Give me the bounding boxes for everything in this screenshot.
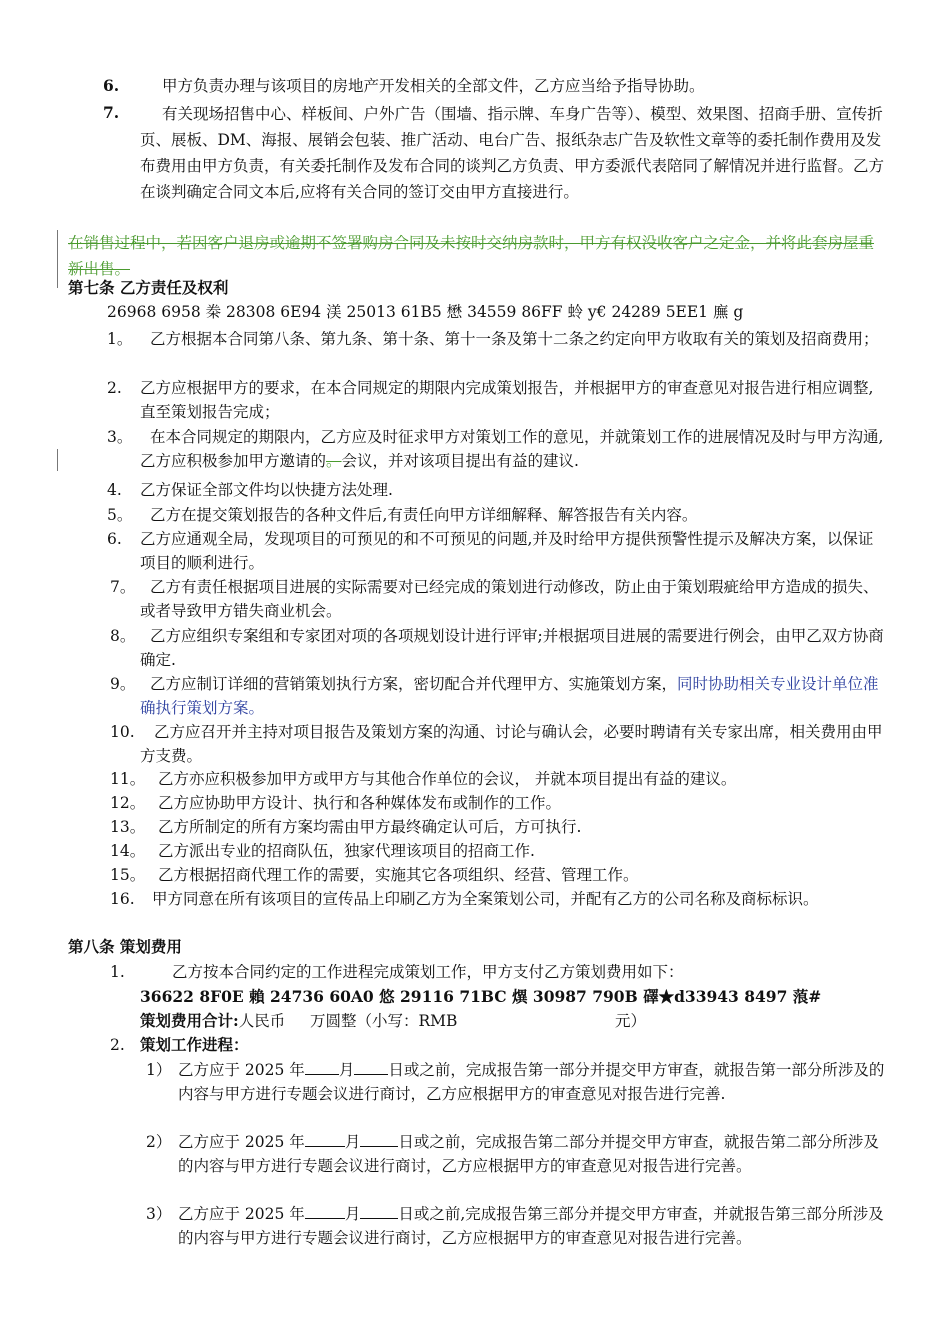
change-bar	[57, 449, 58, 471]
item-text: 乙方应通观全局，发现项目的可预见的和不可预见的问题,并及时给甲方提供预警性提示及解决方案，以保证项目的顺利进行。	[140, 530, 874, 572]
item-number: 6.	[107, 530, 122, 548]
item-number: 16.	[110, 890, 135, 908]
item-text: 有关现场招售中心、样板间、户外广告（围墙、指示牌、车身广告等）、模型、效果图、招商手册、宣传折页、展板、DM、海报、展销会包装、推广活动、电台广告、报纸杂志广告及软性文章等的委托制作费用及发布费用由甲方负责，有关委托制作及发布合同的谈判乙方负责、甲方委派代表陪同了解情况并进行监督。乙方在谈判确定合同文本后,应将有关合同的签订交由甲方直接进行。	[140, 105, 885, 201]
item-number: 9。	[110, 675, 136, 693]
item-number: 15。	[110, 866, 146, 884]
item-number: 1）	[146, 1061, 172, 1079]
garbled-line: 26968 6958 桊 28308 6E94 渼 25013 61B5 懋 34559 86FF 蛉 y€ 24289 5EE1 廡 g	[107, 303, 744, 321]
item-number: 1.	[110, 963, 125, 981]
item-number: 5。	[107, 506, 133, 524]
item-number: 1。	[107, 330, 133, 348]
item-number: 3）	[146, 1205, 172, 1223]
article-7-heading: 第七条 乙方责任及权利	[68, 278, 229, 297]
fee-total	[140, 1009, 285, 1033]
item-text: 乙方在提交策划报告的各种文件后,有责任向甲方详细解释、解答报告有关内容。	[150, 506, 698, 524]
item-text: 乙方保证全部文件均以快捷方法处理.	[140, 481, 393, 499]
fee-label: 策划费用合计:	[140, 1011, 239, 1030]
change-bar	[57, 230, 58, 288]
fee-yuan: 元）	[615, 1012, 647, 1030]
item-text: 乙方应组织专案组和专家团对项的各项规划设计进行评审;并根据项目进展的需要进行例会，由甲乙双方协商确定.	[140, 627, 884, 669]
fee-currency: 人民币	[238, 1012, 286, 1030]
item-text: 乙方应召开并主持对项目报告及策划方案的沟通、讨论与确认会，必要时聘请有关专家出席，相关费用由甲方支费。	[140, 723, 883, 765]
item-text: 乙方派出专业的招商队伍，独家代理该项目的招商工作.	[158, 842, 535, 860]
item-text: 在本合同规定的期限内，乙方应及时征求甲方对策划工作的意见，并就策划工作的进展情况及时与甲方沟通,乙方应积极参加甲方邀请的。会议，并对该项目提出有益的建议.	[140, 428, 884, 470]
item-text: 甲方负责办理与该项目的房地产开发相关的全部文件，乙方应当给予指导协助。	[162, 77, 705, 95]
item-number: 10.	[110, 723, 135, 741]
item-text: 甲方同意在所有该项目的宣传品上印刷乙方为全案策划公司，并配有乙方的公司名称及商标标识。	[152, 890, 819, 908]
item-number: 7.	[103, 103, 120, 122]
item-text: 乙方应协助甲方设计、执行和各种媒体发布或制作的工作。	[158, 794, 562, 812]
item-text: 乙方应于 2025 年 月 日或之前，完成报告第一部分并提交甲方审查，就报告第一部分所涉及的内容与甲方进行专题会议进行商讨，乙方应根据甲方的审查意见对报告进行完善.	[178, 1058, 886, 1106]
item-text: 乙方所制定的所有方案均需由甲方最终确定认可后，方可执行.	[158, 818, 582, 836]
item-number: 12。	[110, 794, 146, 812]
item-number: 7。	[110, 578, 136, 596]
item-text: 乙方根据招商代理工作的需要，实施其它各项组织、经营、管理工作。	[158, 866, 639, 884]
fee-intro: 乙方按本合同约定的工作进程完成策划工作，甲方支付乙方策划费用如下：	[172, 963, 684, 981]
item-number: 6.	[103, 76, 120, 95]
item-number: 2）	[146, 1133, 172, 1151]
progress-title: 策划工作进程：	[140, 1035, 249, 1054]
deleted-punct: 。	[326, 452, 342, 470]
item-number: 2.	[110, 1036, 125, 1054]
item-number: 3。	[107, 428, 133, 446]
item-text: 乙方应于 2025 年 月 日或之前,完成报告第三部分并提交甲方审查，并就报告第三部分所涉及的内容与甲方进行专题会议进行商讨，乙方应根据甲方的审查意见对报告进行完善。	[178, 1202, 886, 1250]
item-number: 2.	[107, 379, 122, 397]
item-number: 14。	[110, 842, 146, 860]
item-number: 13。	[110, 818, 146, 836]
inserted-text: 同时协助相关专业设计单位准确执行策划方案。	[140, 675, 879, 717]
item-number: 8。	[110, 627, 136, 645]
item-number: 11。	[110, 770, 146, 788]
item-text: 乙方应制订详细的营销策划执行方案，密切配合并代理甲方、实施策划方案，同时协助相关专业设计单位准确执行策划方案。	[140, 675, 879, 717]
garbled-bold-line: 36622 8F0E 賴 24736 60A0 悠 29116 71BC 熼 30987 790B 礋★d33943 8497 蒗#	[140, 987, 822, 1006]
deleted-text: 在销售过程中，若因客户退房或逾期不签署购房合同及未按时交纳房款时，甲方有权没收客户之定金，并将此套房屋重新出售。	[68, 234, 875, 278]
item-text: 乙方亦应积极参加甲方或甲方与其他合作单位的会议， 并就本项目提出有益的建议。	[158, 770, 737, 788]
item-number: 4.	[107, 481, 122, 499]
fee-unit: 万圆整（小写：RMB	[310, 1012, 458, 1030]
item-text: 乙方应于 2025 年 月 日或之前，完成报告第二部分并提交甲方审查，就报告第二部分所涉及的内容与甲方进行专题会议进行商讨，乙方应根据甲方的审查意见对报告进行完善。	[178, 1130, 886, 1178]
item-text: 乙方根据本合同第八条、第九条、第十条、第十一条及第十二条之约定向甲方收取有关的策划及招商费用；	[150, 330, 879, 348]
article-8-heading: 第八条 策划费用	[68, 937, 182, 956]
item-text: 乙方有责任根据项目进展的实际需要对已经完成的策划进行动修改，防止由于策划瑕疵给甲方造成的损失、或者导致甲方错失商业机会。	[140, 578, 879, 620]
item-text: 乙方应根据甲方的要求，在本合同规定的期限内完成策划报告，并根据甲方的审查意见对报告进行相应调整,直至策划报告完成；	[140, 379, 874, 421]
